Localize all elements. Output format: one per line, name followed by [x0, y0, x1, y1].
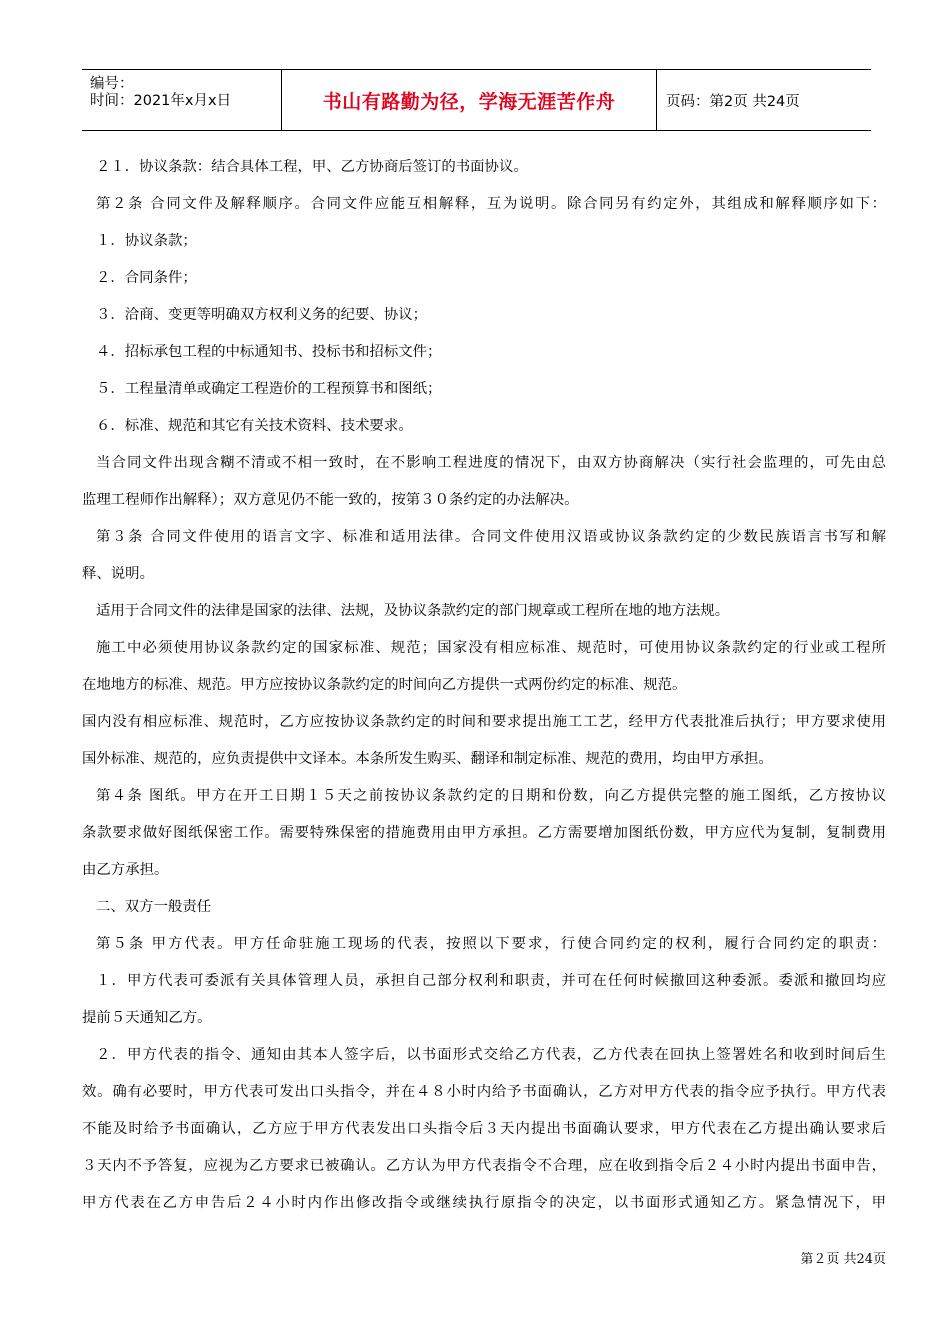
body-line: 不能及时给予书面确认，乙方应于甲方代表发出口头指令后３天内提出书面确认要求，甲方代表在乙方提出确认要求后 — [82, 1121, 886, 1137]
body-line: 国内没有相应标准、规范时，乙方应按协议条款约定的时间和要求提出施工工艺，经甲方代表批准后执行；甲方要求使用 — [82, 714, 886, 730]
body-line: 在地地方的标准、规范。甲方应按协议条款约定的时间向乙方提供一式两份约定的标准、规范。 — [82, 677, 687, 693]
motto-text: 书山有路勤为径，学海无涯苦作舟 — [322, 91, 616, 113]
body-line: 效。确有必要时，甲方代表可发出口头指令，并在４８小时内给予书面确认，乙方对甲方代表的指令应予执行。甲方代表 — [82, 1084, 886, 1100]
footer-page-number: 第２页 共24页 — [800, 1252, 886, 1267]
body-line: 当合同文件出现含糊不清或不相一致时，在不影响工程进度的情况下，由双方协商解决（实行社会监理的，可先由总 — [96, 455, 886, 471]
body-line: ３天内不予答复，应视为乙方要求已被确认。乙方认为甲方代表指令不合理，应在收到指令后２４小时内提出书面申告， — [82, 1158, 886, 1174]
body-line: ２１．协议条款：结合具体工程，甲、乙方协商后签订的书面协议。 — [96, 159, 528, 175]
header-page-cell — [656, 70, 871, 130]
body-line: ２．甲方代表的指令、通知由其本人签字后，以书面形式交给乙方代表，乙方代表在回执上签署姓名和收到时间后生 — [96, 1047, 886, 1063]
time-label: 时间：2021年x月x日 — [90, 93, 232, 109]
section-heading: 二、双方一般责任 — [96, 899, 212, 915]
header-motto-cell — [281, 70, 657, 130]
serial-number-label: 编号： — [90, 76, 134, 92]
body-line: 释、说明。 — [82, 566, 154, 582]
body-line: ６．标准、规范和其它有关技术资料、技术要求。 — [96, 418, 413, 434]
body-line: 第２条 合同文件及解释顺序。合同文件应能互相解释，互为说明。除合同另有约定外，其组成和解释顺序如下： — [96, 196, 886, 212]
body-line: 提前５天通知乙方。 — [82, 1010, 212, 1026]
body-line: ４．招标承包工程的中标通知书、投标书和招标文件； — [96, 344, 442, 360]
body-line: 甲方代表在乙方申告后２４小时内作出修改指令或继续执行原指令的决定，以书面形式通知乙方。紧急情况下，甲 — [82, 1195, 886, 1211]
body-line: 第３条 合同文件使用的语言文字、标准和适用法律。合同文件使用汉语或协议条款约定的少数民族语言书写和解 — [96, 529, 886, 545]
body-line: 条款要求做好图纸保密工作。需要特殊保密的措施费用由甲方承担。乙方需要增加图纸份数，甲方应代为复制，复制费用 — [82, 825, 886, 841]
header-table — [82, 69, 871, 131]
body-line: 第４条 图纸。甲方在开工日期１５天之前按协议条款约定的日期和份数，向乙方提供完整的施工图纸，乙方按协议 — [96, 788, 886, 804]
body-line: 由乙方承担。 — [82, 862, 169, 878]
body-line: 监理工程师作出解释）；双方意见仍不能一致的，按第３０条约定的办法解决。 — [82, 492, 579, 508]
header-meta-cell — [82, 70, 281, 130]
body-line: ５．工程量清单或确定工程造价的工程预算书和图纸； — [96, 381, 442, 397]
body-line: ３．洽商、变更等明确双方权利义务的纪要、协议； — [96, 307, 427, 323]
body-line: １．甲方代表可委派有关具体管理人员，承担自己部分权利和职责，并可在任何时候撤回这种委派。委派和撤回均应 — [96, 973, 886, 989]
header-page-info: 页码：第2页 共24页 — [666, 94, 800, 110]
body-line: １．协议条款； — [96, 233, 197, 249]
body-line: ２．合同条件； — [96, 270, 197, 286]
body-line: 适用于合同文件的法律是国家的法律、法规，及协议条款约定的部门规章或工程所在地的地方法规。 — [96, 603, 730, 619]
body-line: 第５条 甲方代表。甲方任命驻施工现场的代表，按照以下要求，行使合同约定的权利，履行合同约定的职责： — [96, 936, 886, 952]
body-line: 国外标准、规范的，应负责提供中文译本。本条所发生购买、翻译和制定标准、规范的费用，均由甲方承担。 — [82, 751, 773, 767]
body-line: 施工中必须使用协议条款约定的国家标准、规范；国家没有相应标准、规范时，可使用协议条款约定的行业或工程所 — [96, 640, 886, 656]
